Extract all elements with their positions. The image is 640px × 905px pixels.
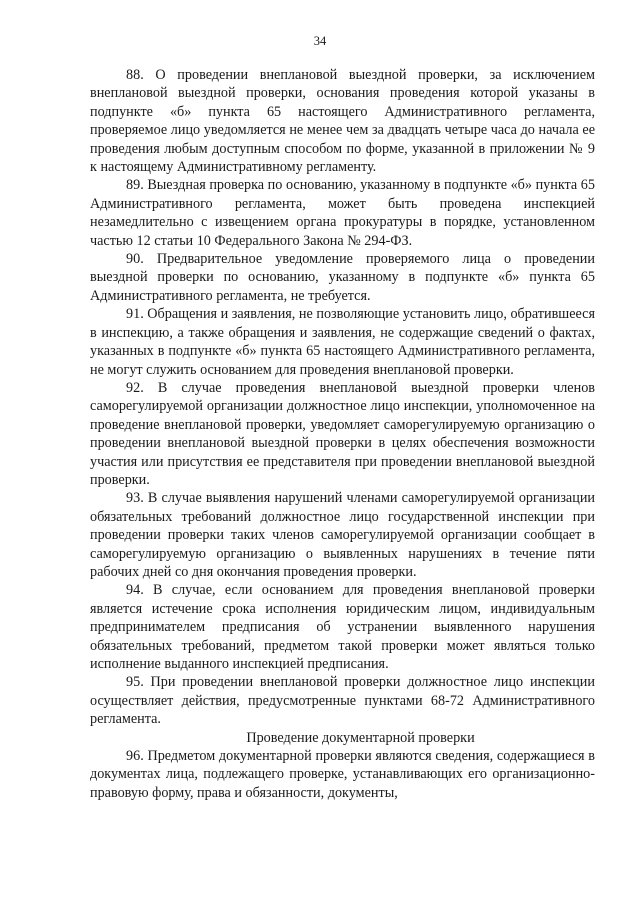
paragraph-94: 94. В случае, если основанием для проведения внеплановой проверки является истечение срока исполнения юридическим лицом, индивидуальным предпринимателем предписания об устранении выявленного нарушения обязательных требований, предметом такой проверки может являться только исполнение выданного инспекцией предписания. [90, 582, 595, 672]
paragraph-96: 96. Предметом документарной проверки являются сведения, содержащиеся в документах лица, подлежащего проверке, устанавливающих его организационно-правовую форму, права и обязанности, документы, [90, 748, 595, 801]
paragraph-95: 95. При проведении внеплановой проверки должностное лицо инспекции осуществляет действия, предусмотренные пунктами 68-72 Административного регламента. [90, 674, 595, 728]
page-number: 34 [313, 34, 327, 48]
paragraph-88: 88. О проведении внеплановой выездной проверки, за исключением внеплановой выездной проверки, основания проведения которой указаны в подпункте «б» пункта 65 настоящего Административного регламента, проверяемое лицо уведомляется не менее чем за двадцать четыре часа до начала ее проведения любым доступным способом по форме, указанной в приложении № 9 к настоящему Административному регламенту. [90, 67, 595, 176]
section-heading: Проведение документарной проверки [246, 729, 475, 746]
paragraph-91: 91. Обращения и заявления, не позволяющие установить лицо, обратившееся в инспекцию, а также обращения и заявления, не содержащие сведений о фактах, указанных в подпункте «б» пункта 65 настоящего Административного регламента, не могут служить основанием для проведения внеплановой проверки. [90, 306, 595, 378]
paragraph-90: 90. Предварительное уведомление проверяемого лица о проведении выездной проверки по основанию, указанному в подпункте «б» пункта 65 Административного регламента, не требуется. [90, 251, 595, 304]
paragraph-93: 93. В случае выявления нарушений членами саморегулируемой организации обязательных требований должностное лицо государственной инспекции при проведении проверки таких членов саморегулируемой организации сообщает в саморегулируемую организацию о выявленных нарушениях в течение пяти рабочих дней со дня окончания проведения проверки. [90, 490, 595, 580]
paragraph-92: 92. В случае проведения внеплановой выездной проверки членов саморегулируемой организации должностное лицо инспекции, уполномоченное на проведение внеплановой проверки, уведомляет саморегулируемую организацию о проведении внеплановой выездной проверки в целях обеспечения возможности участия или присутствия ее представителя при проведении внеплановой выездной проверки. [90, 379, 595, 488]
paragraph-89: 89. Выездная проверка по основанию, указанному в подпункте «б» пункта 65 Административного регламента, может быть проведена инспекцией незамедлительно с извещением органа прокуратуры в порядке, установленном частью 12 статьи 10 Федерального Закона № 294-ФЗ. [90, 177, 595, 249]
document-body [90, 66, 595, 802]
